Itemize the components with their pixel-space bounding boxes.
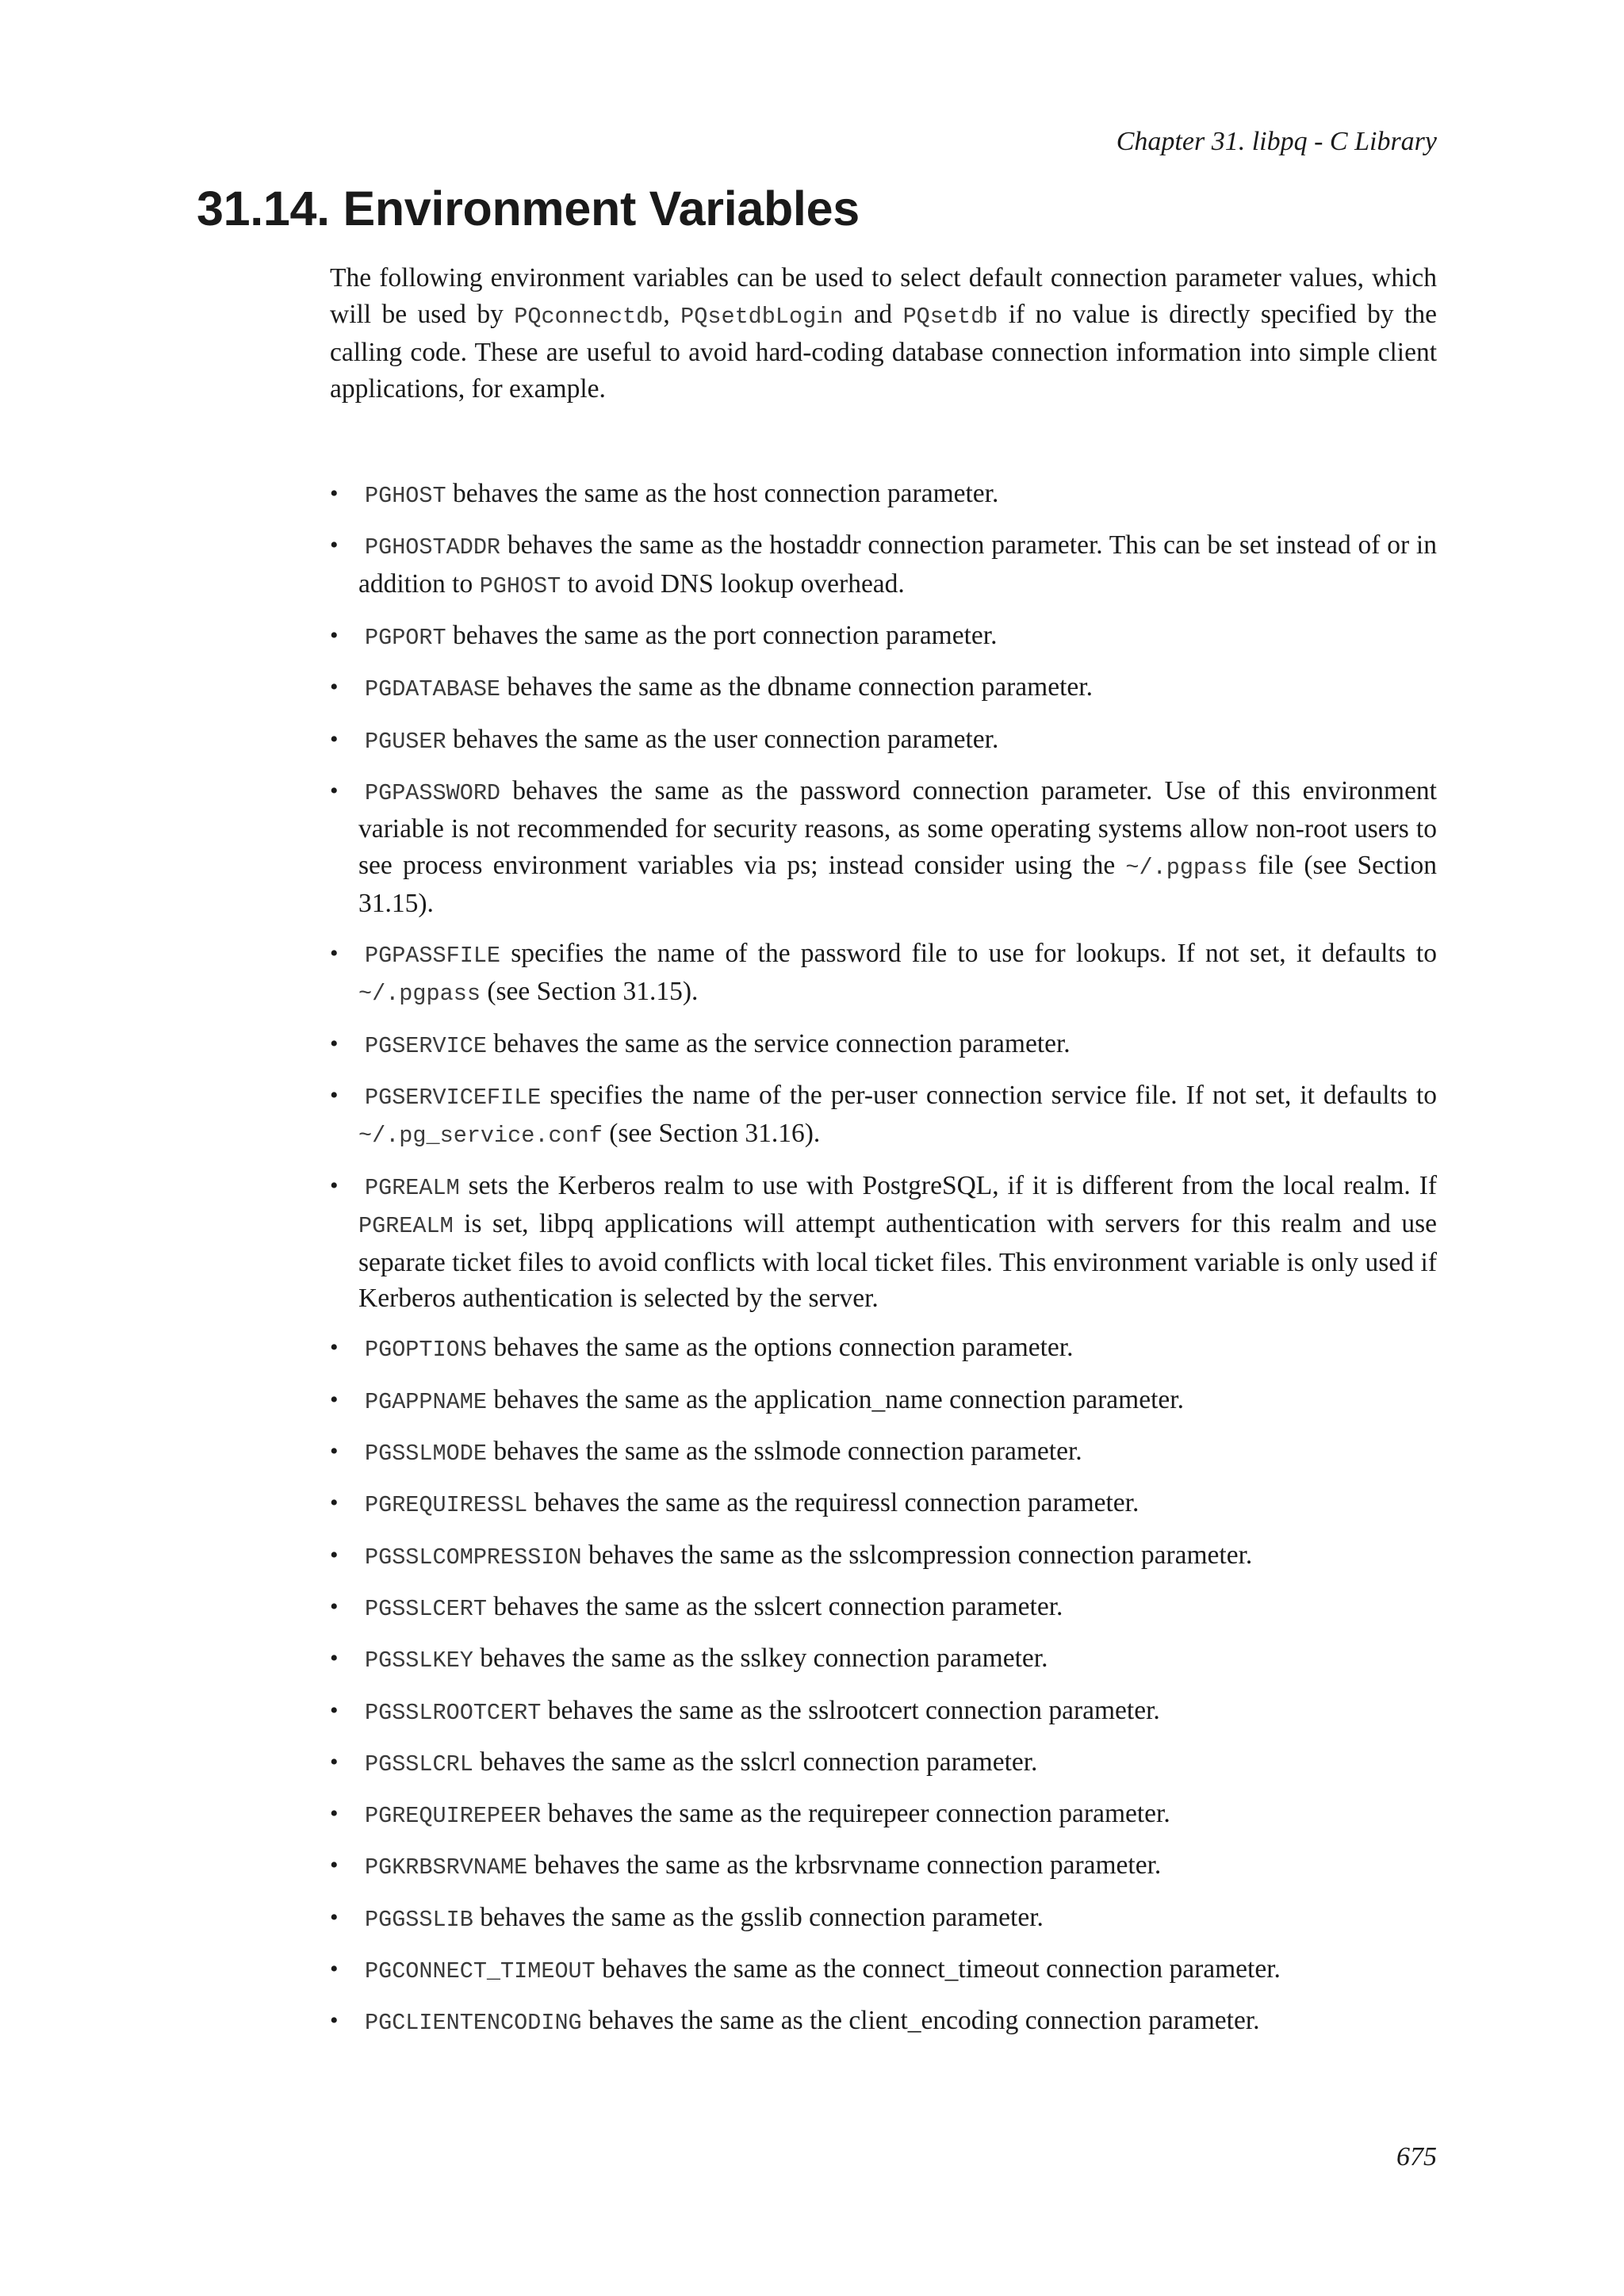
bullet-icon: •: [330, 1490, 339, 1517]
text-run: specifies the name of the per-user connection service file. If not set, it defaults to: [541, 1080, 1437, 1110]
text-run: behaves the same as the sslcert connection parameter.: [486, 1591, 1063, 1621]
env-var-name: PGHOSTADDR: [365, 534, 501, 561]
text-run: behaves the same as the application_name connection parameter.: [486, 1384, 1184, 1414]
text-run: behaves the same as the connect_timeout connection parameter.: [595, 1954, 1281, 1984]
env-var-item: [330, 1693, 1437, 1732]
env-var-item: [330, 1640, 1437, 1679]
text-run: behaves the same as the sslmode connection parameter.: [486, 1437, 1082, 1467]
running-header: Chapter 31. libpq - C Library: [1116, 127, 1437, 156]
environment-variable-list: [330, 476, 1437, 2055]
env-var-name: PGSSLKEY: [365, 1647, 473, 1674]
text-run: and: [843, 299, 903, 329]
text-run: ,: [663, 299, 681, 329]
bullet-icon: •: [330, 1800, 339, 1827]
text-run: behaves the same as the hostaddr connection parameter. This can be set instead of or in addition to: [358, 530, 1437, 599]
env-var-name: PGOPTIONS: [365, 1337, 487, 1364]
env-var-item: [330, 1382, 1437, 1421]
text-run: behaves the same as the gsslib connection parameter.: [473, 1902, 1044, 1932]
bullet-icon: •: [330, 674, 339, 701]
env-var-name: PGPORT: [365, 625, 446, 652]
env-var-item: [330, 1077, 1437, 1154]
bullet-icon: •: [330, 1956, 339, 1983]
env-var-item: [330, 1589, 1437, 1628]
text-run: behaves the same as the requiressl connection parameter.: [527, 1488, 1139, 1518]
env-var-name: PGAPPNAME: [365, 1388, 487, 1415]
text-run: behaves the same as the sslrootcert connection parameter.: [541, 1695, 1160, 1725]
env-var-item: [330, 1744, 1437, 1783]
text-run: sets the Kerberos realm to use with PostgreSQL, if it is different from the local realm. If: [459, 1170, 1437, 1200]
env-var-item: [330, 476, 1437, 515]
inline-code: ~/.pgpass: [358, 981, 481, 1008]
inline-code: PQsetdbLogin: [680, 303, 844, 330]
env-var-name: PGREQUIRESSL: [365, 1492, 528, 1519]
bullet-icon: •: [330, 532, 339, 559]
env-var-item: [330, 936, 1437, 1012]
env-var-name: PGREQUIREPEER: [365, 1803, 542, 1830]
bullet-icon: •: [330, 725, 339, 752]
inline-code: PQconnectdb: [514, 303, 664, 330]
text-run: behaves the same as the host connection parameter.: [446, 479, 999, 508]
env-var-name: PGGSSLIB: [365, 1906, 473, 1933]
text-run: behaves the same as the krbsrvname connection parameter.: [527, 1850, 1162, 1881]
bullet-icon: •: [330, 1748, 339, 1775]
bullet-icon: •: [330, 1172, 339, 1199]
env-var-item: [330, 1026, 1437, 1065]
env-var-item: [330, 1951, 1437, 1990]
text-run: behaves the same as the sslcrl connection parameter.: [473, 1747, 1038, 1777]
env-var-item: [330, 1330, 1437, 1368]
env-var-name: PGDATABASE: [365, 676, 501, 703]
text-run: behaves the same as the user connection parameter.: [446, 724, 999, 754]
page-number: 675: [1396, 2142, 1437, 2172]
env-var-name: PGSSLCRL: [365, 1751, 473, 1777]
env-var-name: PGHOST: [365, 483, 446, 509]
text-run: is set, libpq applications will attempt authentication with servers for this realm and use separate ticket files to avoid conflicts with local ticket files. This environment variable is only used if Kerberos authentication is selected by the server.: [358, 1209, 1437, 1314]
env-var-name: PGSSLROOTCERT: [365, 1699, 542, 1726]
bullet-icon: •: [330, 622, 339, 649]
env-var-name: PGUSER: [365, 728, 446, 755]
bullet-icon: •: [330, 480, 339, 507]
env-var-item: [330, 1900, 1437, 1938]
inline-code: ~/.pgpass: [1125, 854, 1248, 881]
inline-code: PGREALM: [358, 1213, 454, 1240]
text-run: behaves the same as the options connection parameter.: [486, 1333, 1074, 1363]
env-var-item: [330, 1537, 1437, 1576]
env-var-item: [330, 527, 1437, 604]
env-var-name: PGSSLCERT: [365, 1595, 487, 1622]
text-run: The following environment variables can be used to select default connection parameter values, which will be used by: [330, 263, 1437, 329]
env-var-item: [330, 1796, 1437, 1835]
bullet-icon: •: [330, 1030, 339, 1057]
env-var-name: PGCLIENTENCODING: [365, 2010, 582, 2037]
env-var-item: [330, 1485, 1437, 1524]
text-run: (see Section 31.15).: [480, 977, 699, 1007]
text-run: behaves the same as the password connection parameter. Use of this environment variable is not recommended for security reasons, as some operating systems allow non-root users to see process environment variables via ps; instead consider using the: [358, 775, 1437, 880]
text-run: if no value is directly specified by the calling code. These are useful to avoid hard-coding database connection information into simple client applications, for example.: [330, 299, 1438, 404]
bullet-icon: •: [330, 1904, 339, 1931]
env-var-item: [330, 618, 1437, 656]
section-title: 31.14. Environment Variables: [197, 182, 860, 235]
env-var-name: PGSERVICEFILE: [365, 1084, 542, 1111]
bullet-icon: •: [330, 1334, 339, 1361]
env-var-item: [330, 773, 1437, 922]
text-run: specifies the name of the password file to use for lookups. If not set, it defaults to: [500, 938, 1437, 968]
bullet-icon: •: [330, 2007, 339, 2034]
text-run: behaves the same as the port connection parameter.: [446, 621, 998, 651]
text-run: file (see Section 31.15).: [358, 850, 1437, 919]
text-run: behaves the same as the service connection parameter.: [486, 1028, 1071, 1058]
env-var-item: [330, 669, 1437, 708]
text-run: behaves the same as the sslkey connection parameter.: [473, 1644, 1048, 1674]
bullet-icon: •: [330, 1593, 339, 1620]
bullet-icon: •: [330, 1645, 339, 1672]
env-var-name: PGCONNECT_TIMEOUT: [365, 1958, 596, 1985]
bullet-icon: •: [330, 939, 339, 966]
bullet-icon: •: [330, 1386, 339, 1413]
env-var-name: PGSSLMODE: [365, 1441, 487, 1468]
env-var-name: PGKRBSRVNAME: [365, 1854, 528, 1881]
env-var-item: [330, 1433, 1437, 1472]
env-var-item: [330, 721, 1437, 760]
bullet-icon: •: [330, 1697, 339, 1724]
env-var-name: PGREALM: [365, 1174, 460, 1201]
inline-code: PGHOST: [479, 572, 561, 599]
text-run: (see Section 31.16).: [602, 1119, 821, 1149]
text-run: behaves the same as the dbname connection parameter.: [500, 672, 1093, 702]
env-var-item: [330, 1168, 1437, 1317]
env-var-item: [330, 2003, 1437, 2042]
env-var-name: PGSSLCOMPRESSION: [365, 1544, 582, 1571]
text-run: behaves the same as the requirepeer connection parameter.: [541, 1799, 1170, 1829]
bullet-icon: •: [330, 1081, 339, 1108]
bullet-icon: •: [330, 777, 339, 804]
env-var-item: [330, 1847, 1437, 1886]
text-run: behaves the same as the sslcompression connection parameter.: [581, 1540, 1253, 1570]
intro-paragraph: [330, 260, 1437, 407]
inline-code: PQsetdb: [902, 303, 998, 330]
bullet-icon: •: [330, 1852, 339, 1879]
env-var-name: PGPASSFILE: [365, 942, 501, 969]
env-var-name: PGSERVICE: [365, 1032, 487, 1059]
bullet-icon: •: [330, 1541, 339, 1568]
env-var-name: PGPASSWORD: [365, 779, 501, 806]
text-run: behaves the same as the client_encoding connection parameter.: [581, 2006, 1260, 2036]
inline-code: ~/.pg_service.conf: [358, 1123, 603, 1150]
text-run: to avoid DNS lookup overhead.: [561, 568, 905, 599]
section-body: [330, 260, 1438, 2037]
bullet-icon: •: [330, 1438, 339, 1465]
